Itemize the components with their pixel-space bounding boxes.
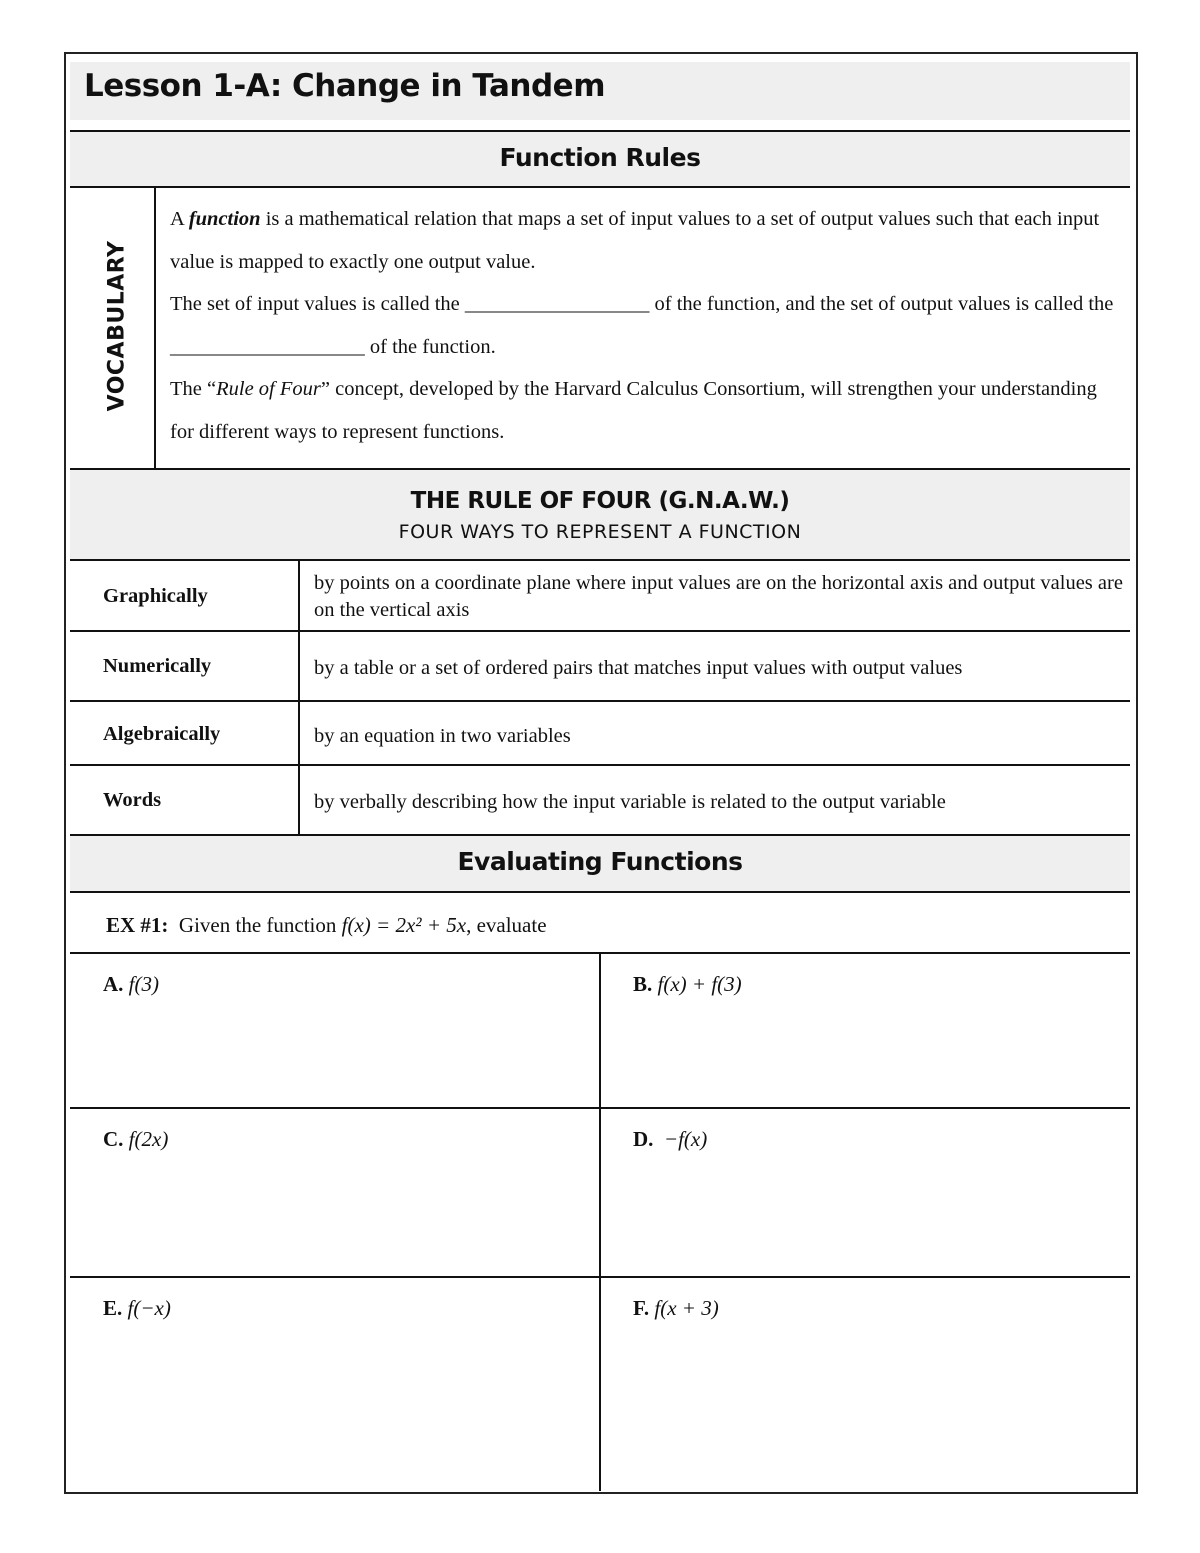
row-label-numerically: Numerically — [103, 655, 212, 677]
domain-blank: __________________ — [464, 293, 650, 315]
grid-row-divider — [70, 1107, 1130, 1109]
row-label-words: Words — [103, 789, 162, 811]
problem-b: B. f(x) + f(3) — [633, 972, 742, 996]
problem-f: F. f(x + 3) — [633, 1296, 719, 1320]
function-rules-heading: Function Rules — [499, 143, 701, 172]
evaluating-functions-heading: Evaluating Functions — [457, 847, 743, 876]
row-def-numerically: by a table or a set of ordered pairs that matches input values with output values — [314, 657, 963, 679]
rule-of-four-title: THE RULE OF FOUR (G.N.A.W.) — [410, 488, 790, 514]
term-function: function — [188, 208, 261, 230]
grid-column-divider — [599, 954, 601, 1491]
row-def-words: by verbally describing how the input variable is related to the output variable — [314, 791, 946, 813]
divider — [70, 559, 1130, 561]
grid-row-divider — [70, 1276, 1130, 1278]
problem-e: E. f(−x) — [103, 1296, 171, 1320]
vocab-divider — [154, 188, 156, 469]
row-label-graphically: Graphically — [103, 585, 208, 607]
vocabulary-text: A function is a mathematical relation that maps a set of input values to a set of output values such that each input value is mapped to exactly one output value. The set of input values is called the __________________ of the function, and the set of output values is called the ___________________ of the function. The “Rule of Four” concept, developed by the Harvard Calculus Consortium, will strengthen your understanding for different ways to represent functions. — [170, 208, 1114, 443]
table-column-divider — [298, 561, 300, 834]
example-function: f(x) = 2x² + 5x — [341, 913, 467, 937]
table-row-divider — [70, 764, 1130, 766]
table-row-divider — [70, 630, 1130, 632]
term-rule-of-four: Rule of Four — [216, 378, 321, 400]
table-row-divider — [70, 700, 1130, 702]
range-blank: ___________________ — [170, 335, 365, 358]
example-prompt: EX #1: Given the function f(x) = 2x² + 5x, evaluate — [106, 913, 547, 937]
row-label-algebraically: Algebraically — [103, 723, 221, 745]
row-def-graphically: by points on a coordinate plane where input values are on the horizontal axis and output values are on the vertical axis — [314, 572, 1123, 621]
rule-of-four-band — [70, 470, 1130, 559]
divider — [70, 891, 1130, 893]
rule-of-four-subtitle: FOUR WAYS TO REPRESENT A FUNCTION — [398, 521, 802, 543]
vocabulary-label: VOCABULARY — [104, 240, 130, 412]
problem-a: A. f(3) — [103, 972, 159, 996]
problem-d: D. −f(x) — [633, 1127, 708, 1151]
problem-c: C. f(2x) — [103, 1127, 169, 1151]
divider — [70, 186, 1130, 188]
lesson-title: Lesson 1-A: Change in Tandem — [84, 68, 605, 104]
row-def-algebraically: by an equation in two variables — [314, 725, 571, 747]
example-label: EX #1: — [106, 913, 169, 937]
